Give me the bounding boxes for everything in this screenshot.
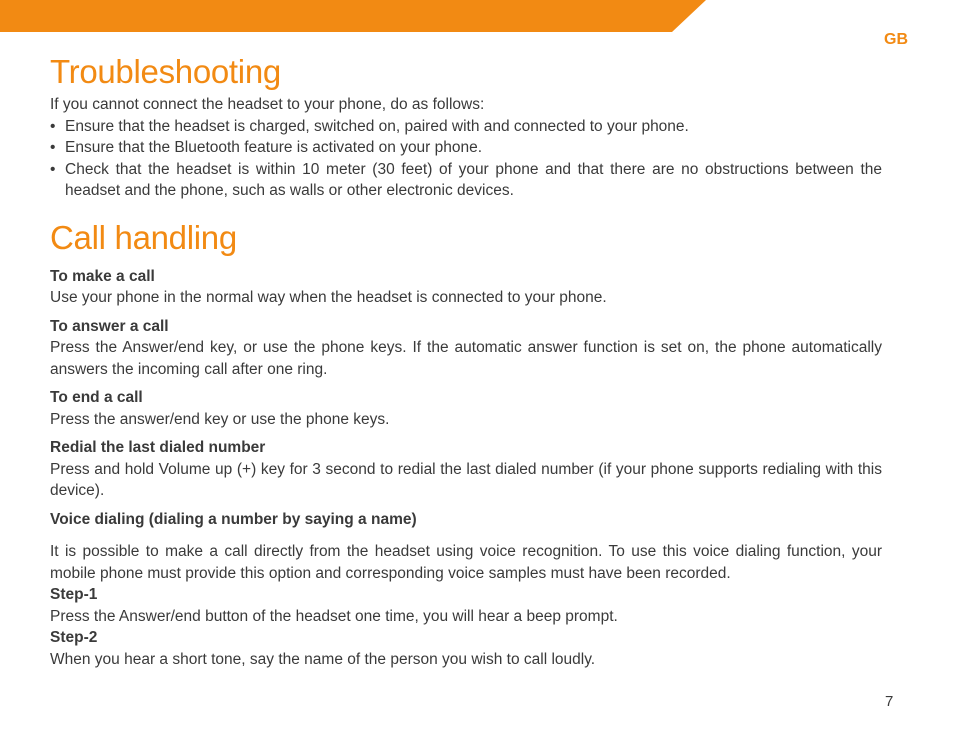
voice-dialing-text: It is possible to make a call directly from the headset using voice recognition. To use this voice dialing function, your mobile phone must provide this option and corresponding voice samples must have been recorded. [50, 543, 882, 582]
step-2-heading: Step-2 [50, 629, 98, 646]
troubleshooting-list [50, 116, 882, 202]
list-item: • Check that the headset is within 10 meter (30 feet) of your phone and that there are no obstructions between the headset and the phone, such as walls or other electronic devices. [50, 159, 882, 202]
step-1-heading: Step-1 [50, 586, 98, 603]
end-call-text: Press the answer/end key or use the phone keys. [50, 410, 390, 428]
list-item: • Ensure that the Bluetooth feature is activated on your phone. [50, 137, 882, 159]
call-handling-title: Call handling [50, 218, 237, 256]
make-call-text: Use your phone in the normal way when the headset is connected to your phone. [50, 289, 607, 306]
troubleshooting-intro: If you cannot connect the headset to your phone, do as follows: [50, 96, 485, 113]
page-content [50, 50, 882, 670]
end-call-heading: To end a call [50, 389, 143, 406]
make-call-heading: To make a call [50, 267, 155, 285]
voice-dialing-heading: Voice dialing (dialing a number by saying a name) [50, 510, 417, 528]
header-orange-band [0, 0, 954, 34]
answer-call-heading: To answer a call [50, 317, 169, 335]
troubleshooting-title: Troubleshooting [50, 53, 281, 90]
redial-text: Press and hold Volume up (+) key for 3 second to redial the last dialed number (if your phone supports redialing with this device). [50, 460, 882, 499]
redial-heading: Redial the last dialed number [50, 439, 266, 456]
step-2-text: When you hear a short tone, say the name of the person you wish to call loudly. [50, 650, 596, 668]
language-code: GB [884, 31, 908, 48]
page-number: 7 [885, 693, 894, 710]
step-1-text: Press the Answer/end button of the headset one time, you will hear a beep prompt. [50, 607, 618, 625]
list-item: • Ensure that the headset is charged, switched on, paired with and connected to your phone. [50, 116, 882, 138]
answer-call-text: Press the Answer/end key, or use the phone keys. If the automatic answer function is set on, the phone automatically answers the incoming call after one ring. [50, 339, 882, 378]
